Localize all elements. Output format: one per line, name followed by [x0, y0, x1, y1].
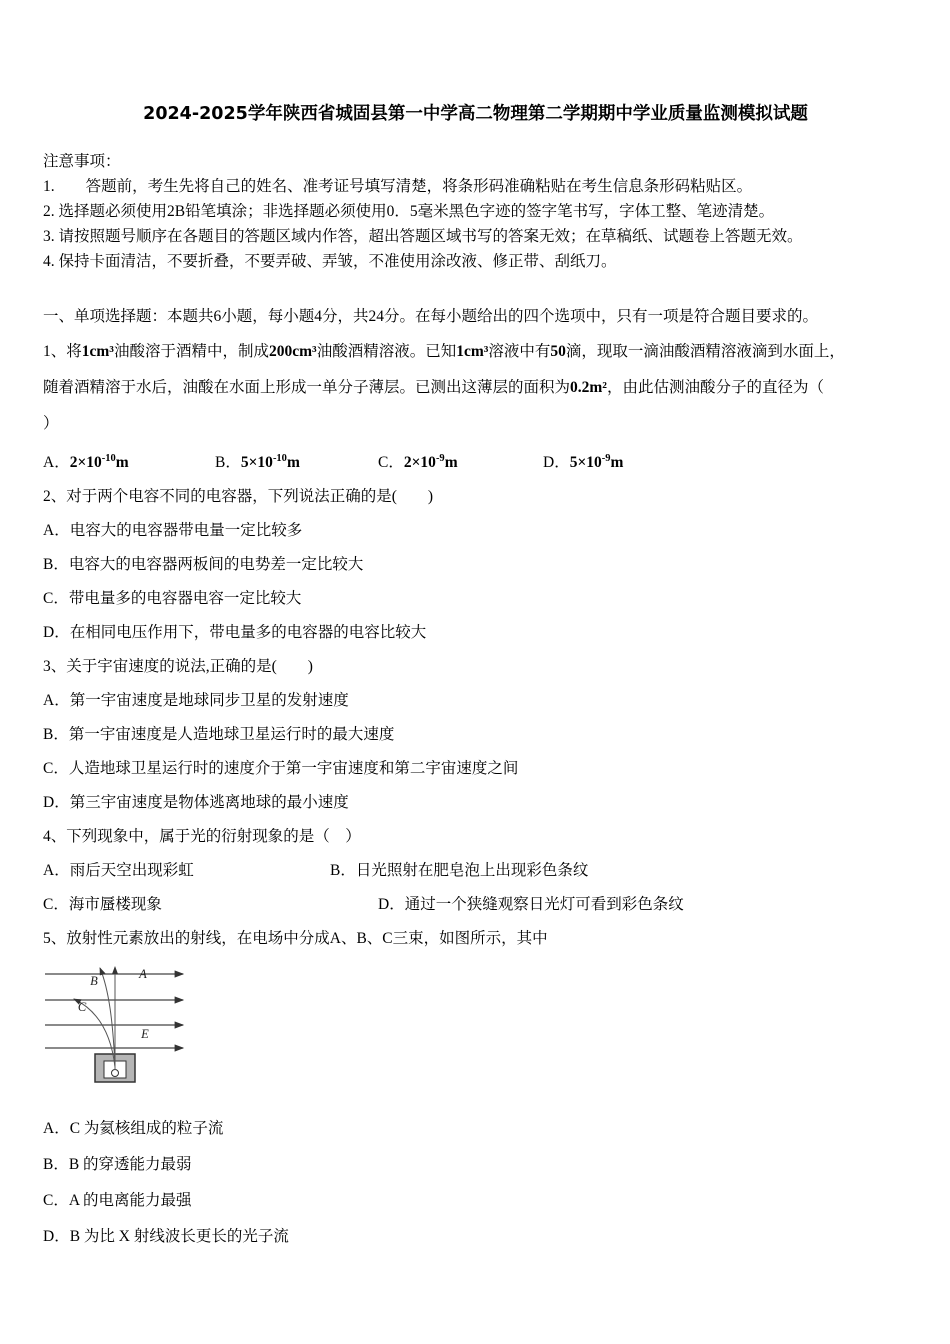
q2-option-a: A．电容大的电容器带电量一定比较多: [43, 522, 303, 540]
field-label: E: [141, 1027, 149, 1042]
q5-option-d: D．B 为比 X 射线波长更长的光子流: [43, 1228, 289, 1246]
page-title: 2024-2025学年陕西省城固县第一中学高二物理第二学期期中学业质量监测模拟试题: [143, 104, 808, 124]
question-5-stem: 5、放射性元素放出的射线，在电场中分成A、B、C三束，如图所示，其中: [43, 930, 548, 948]
option-unit: m: [610, 454, 624, 472]
option-exponent: -9: [601, 453, 611, 464]
stem-value: 0.2m²: [570, 379, 607, 396]
q1-option-c: [378, 442, 543, 480]
stem-text: 油酸溶于酒精中，制成: [113, 343, 269, 360]
option-label: B．: [215, 454, 241, 472]
stem-text: ，由此估测油酸分子的直径为（: [606, 379, 824, 396]
question-1-stem-line-1: [43, 334, 908, 370]
option-label: C．: [378, 454, 404, 472]
q4-options-row-1: [43, 854, 908, 888]
stem-value: 200cm³: [268, 343, 317, 360]
section-heading: 一、单项选择题：本题共6小题，每小题4分，共24分。在每小题给出的四个选项中，只有一项是符合题目要求的。: [43, 308, 819, 325]
question-1-options: [43, 442, 908, 480]
question-1-stem-line-3: [43, 406, 908, 442]
question-5: [43, 922, 908, 1255]
q3-option-b: B．第一宇宙速度是人造地球卫星运行时的最大速度: [43, 726, 395, 744]
question-4: [43, 820, 908, 922]
question-3-stem: 3、关于宇宙速度的说法,正确的是( ): [43, 658, 313, 676]
option-label: A．: [43, 454, 70, 472]
stem-text: 1、将: [43, 343, 82, 360]
question-4-stem: 4、下列现象中，属于光的衍射现象的是（ ）: [43, 828, 361, 846]
notice-item-4: 4. 保持卡面清洁，不要折叠，不要弄破、弄皱，不准使用涂改液、修正带、刮纸刀。: [43, 253, 617, 270]
radiation-field-diagram: [43, 962, 243, 1094]
option-value: [241, 454, 300, 471]
q1-option-a: [43, 442, 215, 480]
notice-item-2: 2. 选择题必须使用2B铅笔填涂；非选择题必须使用0．5毫米黑色字迹的签字笔书写，字体工整、笔迹清楚。: [43, 203, 775, 220]
option-exponent: -10: [101, 453, 116, 464]
q3-option-d: D．第三宇宙速度是物体逃离地球的最小速度: [43, 794, 349, 812]
stem-value: 50: [550, 343, 566, 360]
q3-option-c: C．人造地球卫星运行时的速度介于第一宇宙速度和第二宇宙速度之间: [43, 760, 519, 778]
ray-a-label: A: [139, 967, 147, 982]
question-3: [43, 650, 908, 820]
option-base: 2×10: [403, 454, 436, 472]
option-label: D．: [543, 454, 570, 472]
q4-option-d: D．通过一个狭缝观察日光灯可看到彩色条纹: [378, 896, 684, 914]
stem-text: 溶液中有: [488, 343, 551, 360]
q4-option-a: A．雨后天空出现彩虹: [43, 862, 194, 880]
notice-item-3: 3. 请按照题号顺序在各题目的答题区域内作答，超出答题区域书写的答案无效；在草稿纸、试题卷上答题无效。: [43, 228, 803, 245]
q5-option-b: B．B 的穿透能力最弱: [43, 1156, 192, 1174]
ray-b-label: B: [90, 974, 98, 989]
stem-text: 随着酒精溶于水后，油酸在水面上形成一单分子薄层。已测出这薄层的面积为: [43, 379, 571, 396]
question-1-stem-line-2: [43, 370, 908, 406]
q1-option-b: [215, 442, 378, 480]
stem-value: 1cm³: [81, 343, 114, 360]
question-2-stem: 2、对于两个电容不同的电容器，下列说法正确的是( ): [43, 488, 434, 506]
option-base: 5×10: [569, 454, 602, 472]
stem-value: 1cm³: [456, 343, 489, 360]
option-base: 2×10: [69, 454, 102, 472]
q2-option-d: D．在相同电压作用下，带电量多的电容器的电容比较大: [43, 624, 427, 642]
ray-c-label: C: [77, 1000, 87, 1015]
stem-text: 油酸酒精溶液。已知: [316, 343, 457, 360]
notice-heading: 注意事项：: [43, 153, 121, 170]
notice-section: [43, 149, 908, 274]
q3-option-a: A．第一宇宙速度是地球同步卫星的发射速度: [43, 692, 349, 710]
question-1: [43, 334, 908, 480]
q4-options-row-2: [43, 888, 908, 922]
notice-item-1: 1. 答题前，考生先将自己的姓名、准考证号填写清楚，将条形码准确粘贴在考生信息条形码粘贴区。: [43, 178, 753, 195]
question-5-figure: [43, 962, 908, 1099]
option-value: [570, 454, 624, 471]
q1-option-d: [543, 442, 623, 480]
option-unit: m: [444, 454, 458, 472]
q5-option-a: A．C 为氦核组成的粒子流: [43, 1120, 224, 1138]
q4-option-b: B．日光照射在肥皂泡上出现彩色条纹: [330, 862, 589, 880]
option-unit: m: [286, 454, 300, 472]
option-value: [70, 454, 129, 471]
question-2: [43, 480, 908, 650]
stem-text: ）: [43, 415, 59, 432]
q5-option-c: C．A 的电离能力最强: [43, 1192, 192, 1210]
q2-option-c: C．带电量多的电容器电容一定比较大: [43, 590, 302, 608]
option-base: 5×10: [240, 454, 273, 472]
option-unit: m: [115, 454, 129, 472]
option-exponent: -10: [272, 453, 287, 464]
q2-option-b: B．电容大的电容器两板间的电势差一定比较大: [43, 556, 364, 574]
q4-option-c: C．海市蜃楼现象: [43, 896, 162, 914]
stem-text: 滴，现取一滴油酸酒精溶液滴到水面上，: [565, 343, 845, 360]
option-value: [404, 454, 458, 471]
option-exponent: -9: [435, 453, 445, 464]
